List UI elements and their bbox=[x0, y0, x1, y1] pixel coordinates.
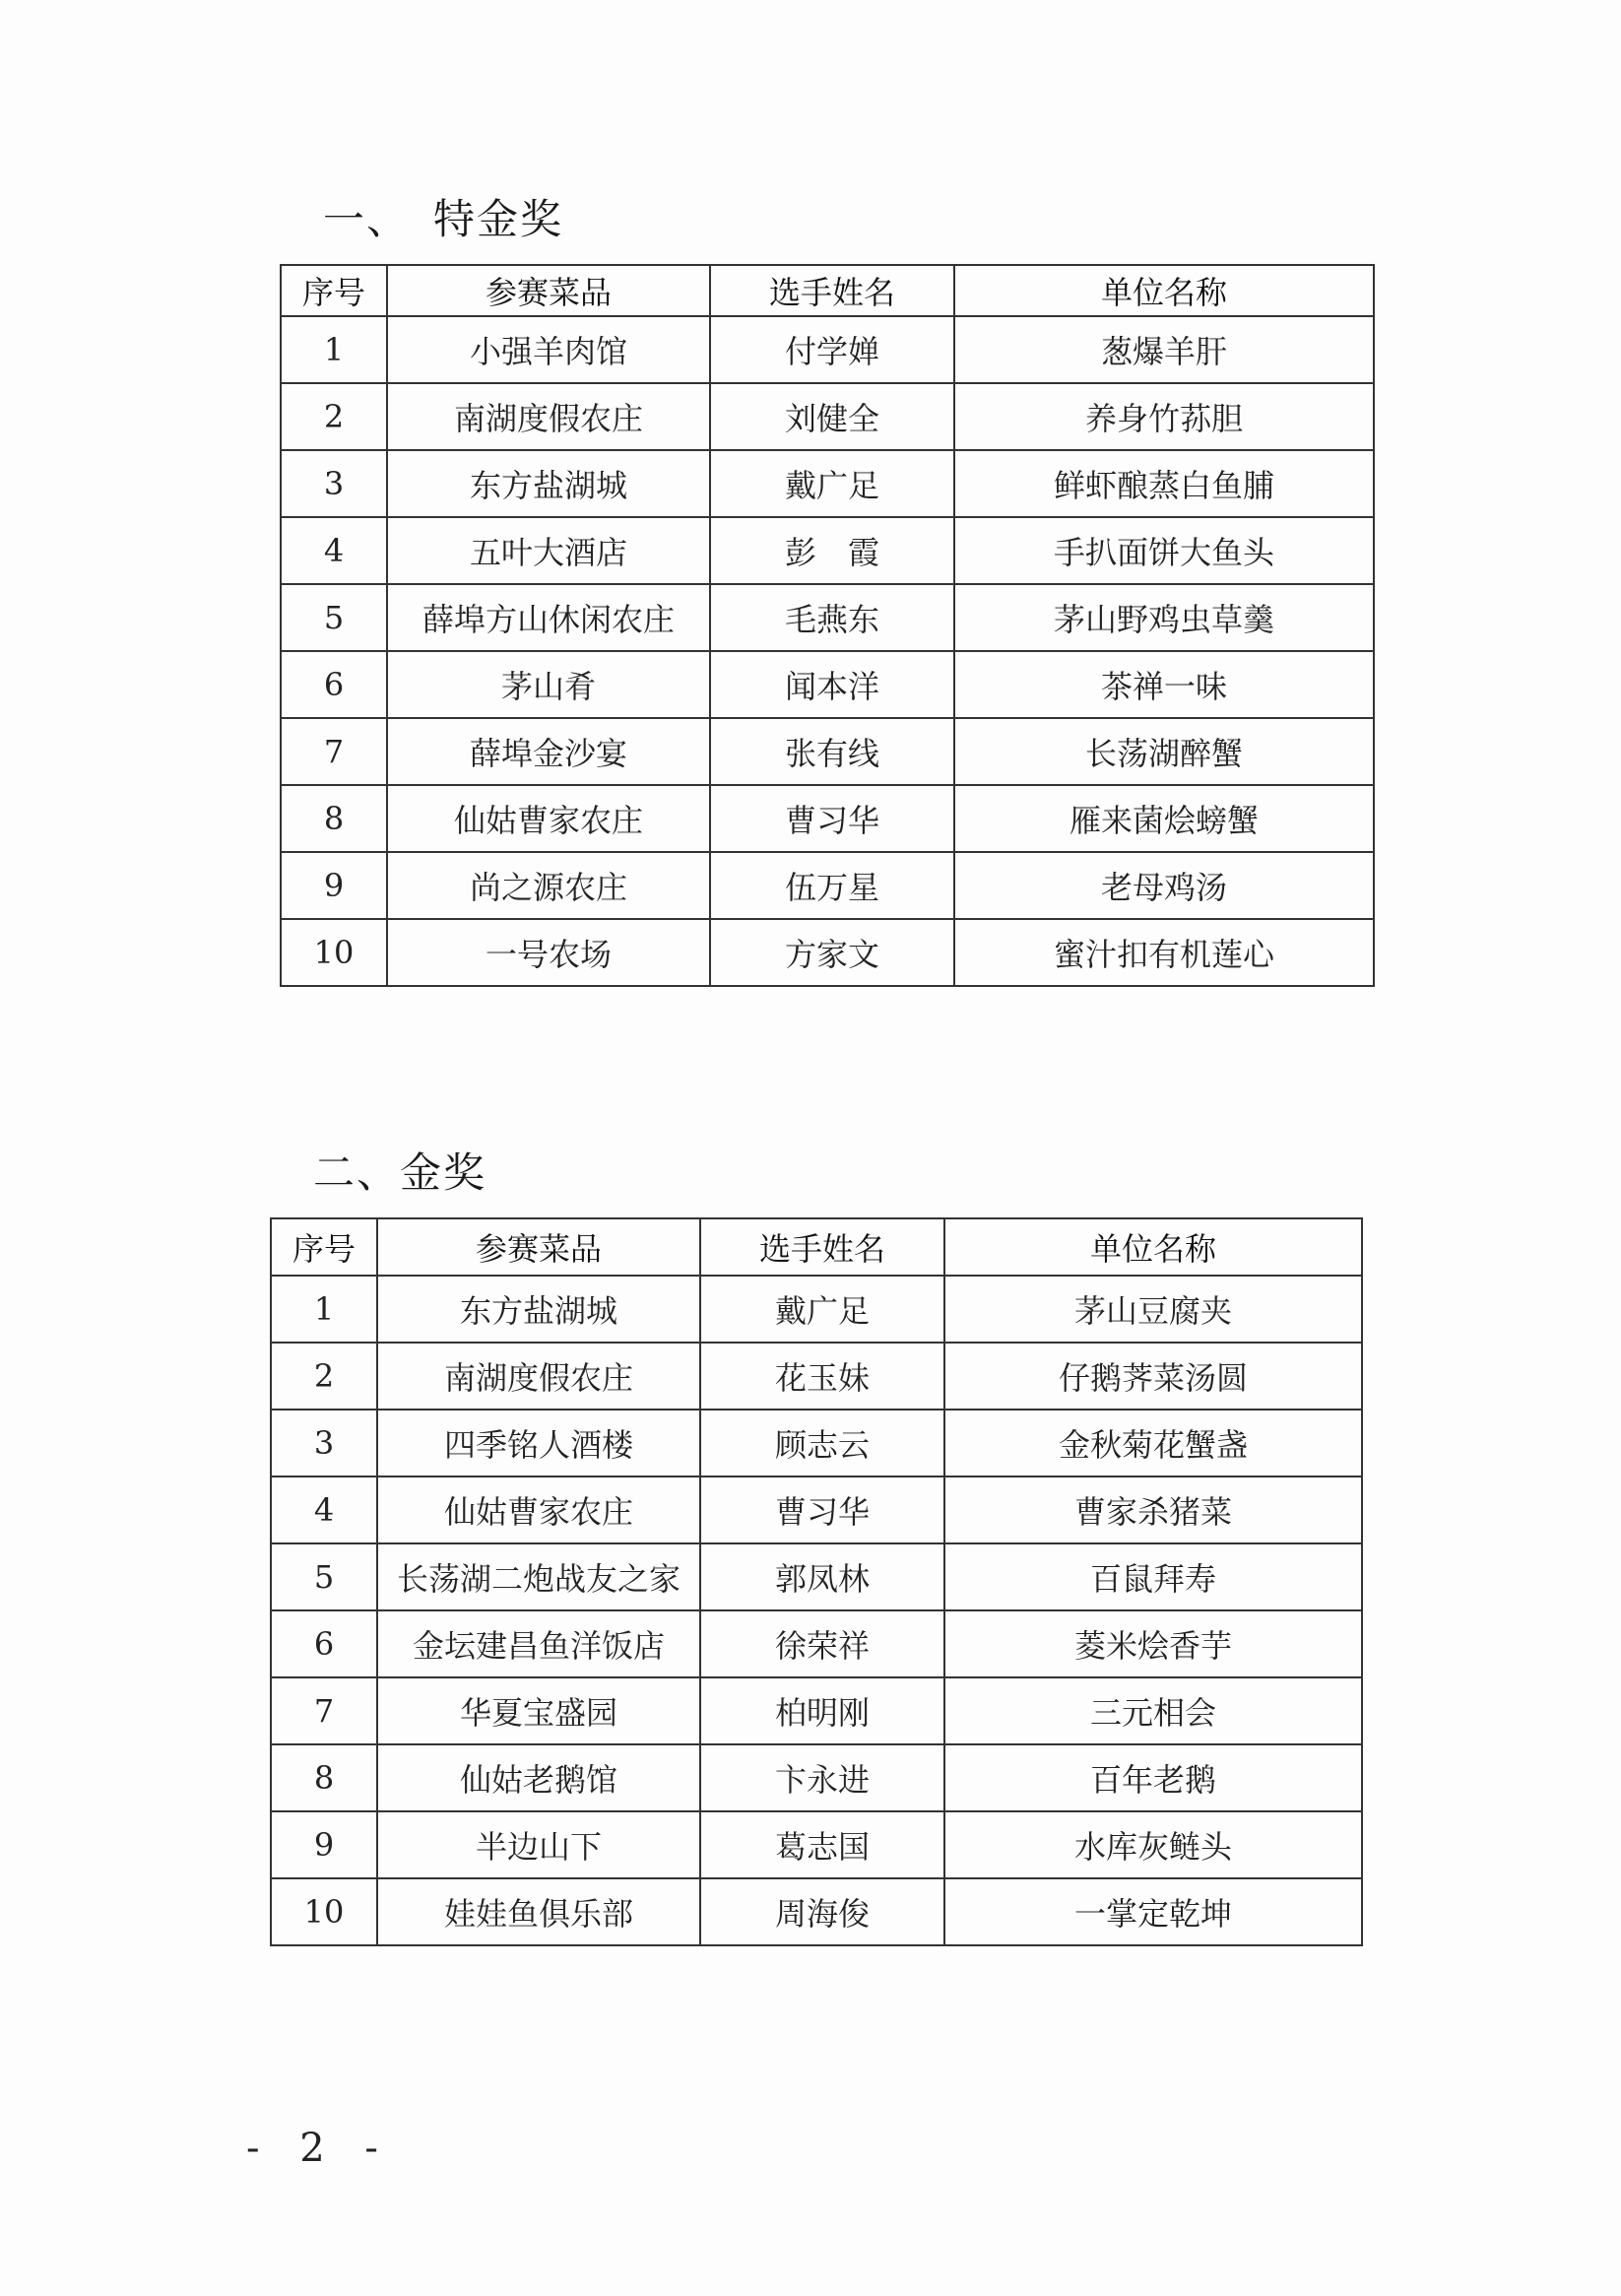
cell-contestant: 戴广足 bbox=[710, 450, 954, 517]
table-row bbox=[271, 1543, 1362, 1610]
cell-contestant: 曹习华 bbox=[710, 785, 954, 852]
header-contestant: 选手姓名 bbox=[700, 1218, 944, 1276]
table-row bbox=[281, 718, 1374, 785]
header-contestant: 选手姓名 bbox=[710, 265, 954, 316]
section-number: 一、 bbox=[323, 195, 411, 243]
cell-dish: 金坛建昌鱼洋饭店 bbox=[377, 1610, 700, 1677]
cell-contestant: 曹习华 bbox=[700, 1476, 944, 1543]
table-row bbox=[271, 1276, 1362, 1343]
cell-dish: 南湖度假农庄 bbox=[377, 1343, 700, 1410]
cell-unit: 蜜汁扣有机莲心 bbox=[954, 919, 1374, 986]
table-row bbox=[271, 1677, 1362, 1744]
cell-dish: 四季铭人酒楼 bbox=[377, 1410, 700, 1476]
cell-seq: 3 bbox=[281, 450, 387, 517]
table-row bbox=[271, 1476, 1362, 1543]
table-row bbox=[281, 785, 1374, 852]
cell-unit: 雁来菌烩螃蟹 bbox=[954, 785, 1374, 852]
cell-unit: 三元相会 bbox=[944, 1677, 1362, 1744]
cell-contestant: 徐荣祥 bbox=[700, 1610, 944, 1677]
cell-contestant: 彭 霞 bbox=[710, 517, 954, 584]
cell-seq: 8 bbox=[281, 785, 387, 852]
cell-contestant: 方家文 bbox=[710, 919, 954, 986]
cell-unit: 茅山野鸡虫草羹 bbox=[954, 584, 1374, 651]
section-number: 二、 bbox=[313, 1148, 401, 1197]
cell-unit: 葱爆羊肝 bbox=[954, 316, 1374, 383]
cell-unit: 手扒面饼大鱼头 bbox=[954, 517, 1374, 584]
cell-contestant: 郭凤林 bbox=[700, 1543, 944, 1610]
table-row bbox=[281, 919, 1374, 986]
cell-dish: 华夏宝盛园 bbox=[377, 1677, 700, 1744]
section-heading-special-gold bbox=[323, 187, 563, 246]
cell-contestant: 周海俊 bbox=[700, 1878, 944, 1945]
header-dish: 参赛菜品 bbox=[387, 265, 710, 316]
cell-dish: 小强羊肉馆 bbox=[387, 316, 710, 383]
table-row bbox=[281, 316, 1374, 383]
cell-dish: 薛埠金沙宴 bbox=[387, 718, 710, 785]
cell-dish: 五叶大酒店 bbox=[387, 517, 710, 584]
table-header-row bbox=[271, 1218, 1362, 1276]
cell-contestant: 戴广足 bbox=[700, 1276, 944, 1343]
cell-seq: 9 bbox=[281, 852, 387, 919]
gold-award-table bbox=[270, 1217, 1363, 1946]
cell-dish: 南湖度假农庄 bbox=[387, 383, 710, 450]
cell-dish: 尚之源农庄 bbox=[387, 852, 710, 919]
table-row bbox=[281, 584, 1374, 651]
cell-seq: 7 bbox=[271, 1677, 377, 1744]
header-seq: 序号 bbox=[281, 265, 387, 316]
cell-seq: 3 bbox=[271, 1410, 377, 1476]
cell-dish: 薛埠方山休闲农庄 bbox=[387, 584, 710, 651]
cell-seq: 4 bbox=[271, 1476, 377, 1543]
table-row bbox=[281, 450, 1374, 517]
header-unit: 单位名称 bbox=[944, 1218, 1362, 1276]
cell-seq: 6 bbox=[281, 651, 387, 718]
section-heading-gold bbox=[313, 1141, 486, 1200]
cell-seq: 10 bbox=[281, 919, 387, 986]
table-row bbox=[281, 651, 1374, 718]
cell-dish: 仙姑曹家农庄 bbox=[387, 785, 710, 852]
cell-dish: 一号农场 bbox=[387, 919, 710, 986]
cell-contestant: 闻本洋 bbox=[710, 651, 954, 718]
header-unit: 单位名称 bbox=[954, 265, 1374, 316]
table-row bbox=[271, 1610, 1362, 1677]
table-row bbox=[271, 1811, 1362, 1878]
cell-seq: 1 bbox=[281, 316, 387, 383]
table-row bbox=[281, 852, 1374, 919]
cell-seq: 10 bbox=[271, 1878, 377, 1945]
table-header-row bbox=[281, 265, 1374, 316]
cell-unit: 长荡湖醉蟹 bbox=[954, 718, 1374, 785]
cell-unit: 菱米烩香芋 bbox=[944, 1610, 1362, 1677]
table-row bbox=[281, 517, 1374, 584]
cell-unit: 鲜虾酿蒸白鱼脯 bbox=[954, 450, 1374, 517]
section-title: 金奖 bbox=[400, 1148, 487, 1197]
page-number: - 2 - bbox=[246, 2126, 392, 2171]
cell-unit: 茶禅一味 bbox=[954, 651, 1374, 718]
table-row bbox=[271, 1410, 1362, 1476]
cell-contestant: 刘健全 bbox=[710, 383, 954, 450]
cell-contestant: 花玉妹 bbox=[700, 1343, 944, 1410]
cell-contestant: 伍万星 bbox=[710, 852, 954, 919]
cell-unit: 一掌定乾坤 bbox=[944, 1878, 1362, 1945]
special-gold-award-table bbox=[280, 264, 1375, 987]
cell-dish: 长荡湖二炮战友之家 bbox=[377, 1543, 700, 1610]
cell-unit: 水库灰鲢头 bbox=[944, 1811, 1362, 1878]
cell-contestant: 付学婵 bbox=[710, 316, 954, 383]
cell-contestant: 张有线 bbox=[710, 718, 954, 785]
cell-contestant: 毛燕东 bbox=[710, 584, 954, 651]
cell-seq: 5 bbox=[281, 584, 387, 651]
cell-seq: 7 bbox=[281, 718, 387, 785]
cell-unit: 老母鸡汤 bbox=[954, 852, 1374, 919]
table-row bbox=[271, 1343, 1362, 1410]
cell-contestant: 葛志国 bbox=[700, 1811, 944, 1878]
cell-seq: 5 bbox=[271, 1543, 377, 1610]
cell-contestant: 柏明刚 bbox=[700, 1677, 944, 1744]
header-dish: 参赛菜品 bbox=[377, 1218, 700, 1276]
cell-dish: 娃娃鱼俱乐部 bbox=[377, 1878, 700, 1945]
cell-dish: 东方盐湖城 bbox=[377, 1276, 700, 1343]
table-row bbox=[271, 1744, 1362, 1811]
cell-unit: 仔鹅荠菜汤圆 bbox=[944, 1343, 1362, 1410]
table-row bbox=[271, 1878, 1362, 1945]
cell-unit: 百鼠拜寿 bbox=[944, 1543, 1362, 1610]
cell-unit: 养身竹荪胆 bbox=[954, 383, 1374, 450]
cell-dish: 仙姑老鹅馆 bbox=[377, 1744, 700, 1811]
cell-dish: 半边山下 bbox=[377, 1811, 700, 1878]
cell-dish: 东方盐湖城 bbox=[387, 450, 710, 517]
cell-seq: 4 bbox=[281, 517, 387, 584]
cell-contestant: 卞永进 bbox=[700, 1744, 944, 1811]
cell-unit: 曹家杀猪菜 bbox=[944, 1476, 1362, 1543]
cell-seq: 1 bbox=[271, 1276, 377, 1343]
cell-contestant: 顾志云 bbox=[700, 1410, 944, 1476]
cell-unit: 金秋菊花蟹盏 bbox=[944, 1410, 1362, 1476]
table-row bbox=[281, 383, 1374, 450]
cell-seq: 6 bbox=[271, 1610, 377, 1677]
cell-dish: 茅山肴 bbox=[387, 651, 710, 718]
cell-seq: 2 bbox=[281, 383, 387, 450]
header-seq: 序号 bbox=[271, 1218, 377, 1276]
cell-seq: 2 bbox=[271, 1343, 377, 1410]
cell-seq: 8 bbox=[271, 1744, 377, 1811]
section-title: 特金奖 bbox=[433, 195, 564, 243]
cell-dish: 仙姑曹家农庄 bbox=[377, 1476, 700, 1543]
cell-unit: 茅山豆腐夹 bbox=[944, 1276, 1362, 1343]
cell-unit: 百年老鹅 bbox=[944, 1744, 1362, 1811]
cell-seq: 9 bbox=[271, 1811, 377, 1878]
